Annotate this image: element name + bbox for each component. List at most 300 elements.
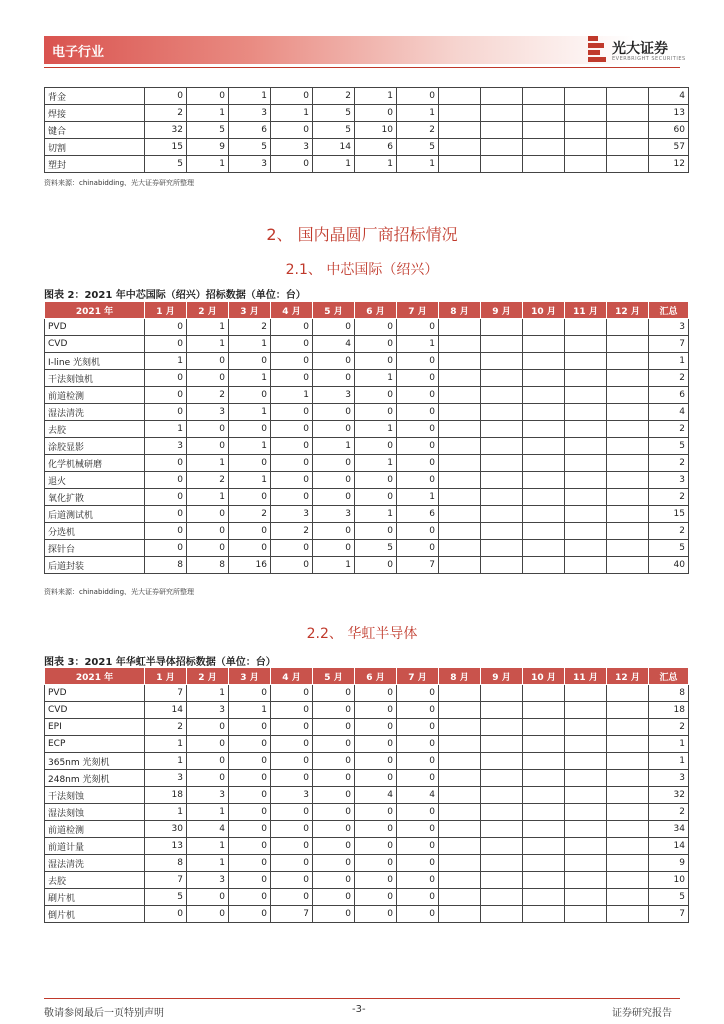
table-cell: [523, 438, 565, 455]
column-header: 6 月: [355, 668, 397, 685]
table-cell: 1: [145, 736, 187, 753]
table-cell: [481, 353, 523, 370]
table-cell: [523, 753, 565, 770]
table-cell: 0: [271, 719, 313, 736]
table-cell: 2: [397, 122, 439, 139]
table-cell: 1: [313, 557, 355, 574]
table-cell: 3: [187, 702, 229, 719]
row-total: 7: [649, 906, 689, 923]
row-total: 2: [649, 804, 689, 821]
row-label: ECP: [45, 736, 145, 753]
table-cell: [565, 122, 607, 139]
table-row: [45, 855, 689, 872]
table-row: [45, 370, 689, 387]
table-cell: 0: [313, 753, 355, 770]
table-cell: 0: [397, 421, 439, 438]
table-cell: 3: [271, 506, 313, 523]
table-cell: 0: [397, 353, 439, 370]
table-cell: 0: [145, 506, 187, 523]
table-cell: 0: [313, 872, 355, 889]
table-cell: 0: [271, 319, 313, 336]
row-total: 5: [649, 889, 689, 906]
table-cell: 18: [145, 787, 187, 804]
table-cell: 1: [397, 156, 439, 173]
table-cell: 0: [313, 455, 355, 472]
table-cell: 0: [271, 838, 313, 855]
table-cell: [565, 404, 607, 421]
table-cell: [481, 88, 523, 105]
table-cell: 0: [271, 88, 313, 105]
table-cell: 1: [355, 88, 397, 105]
column-header: 2021 年: [45, 302, 145, 319]
table-cell: 1: [313, 156, 355, 173]
table-cell: [439, 540, 481, 557]
table-cell: [607, 702, 649, 719]
table-cell: 0: [187, 770, 229, 787]
table-cell: [439, 122, 481, 139]
table-cell: 0: [229, 770, 271, 787]
table-cell: [565, 838, 607, 855]
table-cell: 0: [397, 838, 439, 855]
table-cell: 0: [229, 719, 271, 736]
table-cell: 1: [187, 156, 229, 173]
table-cell: 7: [397, 557, 439, 574]
table-cell: [481, 156, 523, 173]
table-cell: 0: [355, 105, 397, 122]
table-cell: [481, 753, 523, 770]
table-cell: [481, 105, 523, 122]
table-cell: [439, 523, 481, 540]
table-row: [45, 523, 689, 540]
table-cell: 1: [187, 685, 229, 702]
table-cell: [439, 139, 481, 156]
row-total: 5: [649, 540, 689, 557]
table-cell: [565, 421, 607, 438]
row-total: 2: [649, 370, 689, 387]
table-row: [45, 838, 689, 855]
table-cell: 1: [229, 336, 271, 353]
table-cell: 0: [229, 855, 271, 872]
table-cell: 1: [271, 387, 313, 404]
table-cell: 0: [145, 319, 187, 336]
table-cell: 0: [355, 770, 397, 787]
table-row: [45, 472, 689, 489]
table-cell: [523, 455, 565, 472]
table-cell: 2: [145, 105, 187, 122]
table-row: [45, 438, 689, 455]
table-cell: [607, 753, 649, 770]
table-cell: [439, 353, 481, 370]
table-cell: [607, 736, 649, 753]
table-cell: [607, 122, 649, 139]
table-cell: 1: [229, 438, 271, 455]
table-cell: [607, 523, 649, 540]
table-row: [45, 736, 689, 753]
table-cell: [439, 770, 481, 787]
table-cell: [523, 122, 565, 139]
row-label: EPI: [45, 719, 145, 736]
table-cell: [565, 88, 607, 105]
table-cell: [565, 906, 607, 923]
table-cell: [565, 787, 607, 804]
column-header: 5 月: [313, 668, 355, 685]
table-cell: 0: [355, 702, 397, 719]
row-total: 13: [649, 105, 689, 122]
table-cell: [481, 787, 523, 804]
table-row: [45, 489, 689, 506]
table-cell: 0: [397, 387, 439, 404]
table-row: [45, 821, 689, 838]
table-cell: 3: [145, 438, 187, 455]
table-cell: 0: [271, 736, 313, 753]
table-cell: 0: [271, 489, 313, 506]
table-row: [45, 702, 689, 719]
table-cell: [607, 156, 649, 173]
top-table-source: 资料来源：chinabidding、光大证券研究所整理: [44, 179, 195, 187]
table-row: [45, 557, 689, 574]
table-cell: 0: [271, 557, 313, 574]
table-cell: [523, 489, 565, 506]
table-cell: [607, 387, 649, 404]
table-cell: [565, 156, 607, 173]
table-row: [45, 540, 689, 557]
table-cell: [565, 889, 607, 906]
table-cell: 0: [145, 472, 187, 489]
table-cell: 1: [397, 336, 439, 353]
row-label: 氧化扩散: [45, 489, 145, 506]
table-cell: 0: [145, 370, 187, 387]
table-cell: [439, 319, 481, 336]
table-row: [45, 105, 689, 122]
table-cell: 3: [229, 156, 271, 173]
table-cell: 5: [313, 105, 355, 122]
table-cell: 5: [313, 122, 355, 139]
table-cell: [565, 753, 607, 770]
table-cell: 5: [229, 139, 271, 156]
table-cell: 0: [187, 736, 229, 753]
table-cell: 0: [313, 540, 355, 557]
row-total: 3: [649, 472, 689, 489]
row-label: 前道计量: [45, 838, 145, 855]
row-total: 3: [649, 770, 689, 787]
table-cell: 6: [397, 506, 439, 523]
row-label: 湿法清洗: [45, 404, 145, 421]
table-row: [45, 770, 689, 787]
table-cell: 0: [355, 472, 397, 489]
table-cell: [607, 336, 649, 353]
table-cell: [439, 455, 481, 472]
table-3-caption: 图表 3：2021 年华虹半导体招标数据（单位：台）: [44, 657, 276, 668]
row-label: 涂胶显影: [45, 438, 145, 455]
table-cell: [523, 404, 565, 421]
table-cell: 0: [145, 336, 187, 353]
table-cell: [481, 506, 523, 523]
table-cell: [607, 855, 649, 872]
table-cell: [523, 872, 565, 889]
table-cell: 0: [355, 438, 397, 455]
table-cell: 0: [229, 889, 271, 906]
table-cell: [481, 770, 523, 787]
table-row: [45, 319, 689, 336]
table-cell: [607, 685, 649, 702]
row-label: 前道检测: [45, 821, 145, 838]
table-cell: 0: [397, 719, 439, 736]
table-cell: [607, 719, 649, 736]
table-cell: [523, 506, 565, 523]
table-cell: [523, 685, 565, 702]
table-cell: 0: [145, 489, 187, 506]
column-header: 5 月: [313, 302, 355, 319]
table-cell: 0: [355, 719, 397, 736]
table-cell: [481, 319, 523, 336]
table-cell: [523, 370, 565, 387]
table-cell: 0: [229, 489, 271, 506]
table-cell: 4: [313, 336, 355, 353]
table-cell: [565, 370, 607, 387]
column-header: 1 月: [145, 302, 187, 319]
section-title: 电子行业: [52, 45, 105, 60]
column-header: 8 月: [439, 302, 481, 319]
table-cell: [439, 787, 481, 804]
table-row: [45, 889, 689, 906]
table-cell: [523, 889, 565, 906]
column-header: 2 月: [187, 668, 229, 685]
table-cell: 0: [271, 821, 313, 838]
table-cell: 0: [271, 702, 313, 719]
table-cell: 8: [187, 557, 229, 574]
table-cell: 0: [397, 821, 439, 838]
table-cell: 1: [355, 421, 397, 438]
table-cell: 0: [397, 88, 439, 105]
column-header: 2021 年: [45, 668, 145, 685]
table-cell: [607, 838, 649, 855]
column-header: 12 月: [607, 302, 649, 319]
table-cell: 16: [229, 557, 271, 574]
row-total: 2: [649, 489, 689, 506]
table-cell: 0: [313, 472, 355, 489]
row-label: 化学机械研磨: [45, 455, 145, 472]
column-header: 3 月: [229, 302, 271, 319]
table-cell: [565, 872, 607, 889]
column-header: 6 月: [355, 302, 397, 319]
column-header: 1 月: [145, 668, 187, 685]
row-total: 3: [649, 319, 689, 336]
column-header: 12 月: [607, 668, 649, 685]
table-cell: 0: [271, 770, 313, 787]
top-table: [44, 87, 689, 173]
table-cell: 7: [145, 872, 187, 889]
table-cell: 0: [187, 421, 229, 438]
table-cell: [439, 906, 481, 923]
table-cell: 1: [355, 455, 397, 472]
table-cell: [565, 557, 607, 574]
table-cell: 0: [355, 387, 397, 404]
table-cell: [607, 421, 649, 438]
table-cell: [439, 872, 481, 889]
table-cell: 3: [271, 787, 313, 804]
table-cell: 1: [397, 489, 439, 506]
row-label: I-line 光刻机: [45, 353, 145, 370]
row-total: 2: [649, 421, 689, 438]
table-cell: 1: [229, 472, 271, 489]
table-cell: [439, 506, 481, 523]
column-header: 4 月: [271, 302, 313, 319]
table-cell: 6: [355, 139, 397, 156]
table-cell: 6: [229, 122, 271, 139]
table-cell: 32: [145, 122, 187, 139]
table-cell: [523, 105, 565, 122]
table-cell: [481, 889, 523, 906]
table-cell: [481, 855, 523, 872]
table-cell: 1: [187, 105, 229, 122]
row-label: 刷片机: [45, 889, 145, 906]
table-cell: [565, 719, 607, 736]
table-cell: 0: [229, 787, 271, 804]
table-cell: [523, 421, 565, 438]
row-label: 干法刻蚀: [45, 787, 145, 804]
table-cell: [439, 370, 481, 387]
table-cell: 0: [397, 804, 439, 821]
table-cell: 0: [187, 906, 229, 923]
table-cell: 5: [187, 122, 229, 139]
table-row: [45, 872, 689, 889]
row-label: 前道检测: [45, 387, 145, 404]
table-cell: [565, 685, 607, 702]
table-2-source: 资料来源：chinabidding、光大证券研究所整理: [44, 588, 195, 596]
table-cell: [481, 387, 523, 404]
row-label: 探针台: [45, 540, 145, 557]
table-cell: 4: [187, 821, 229, 838]
table-cell: 0: [355, 523, 397, 540]
column-header: 11 月: [565, 668, 607, 685]
table-cell: 1: [229, 370, 271, 387]
table-cell: [565, 438, 607, 455]
table-cell: [439, 489, 481, 506]
table-cell: [565, 139, 607, 156]
table-cell: [607, 872, 649, 889]
column-header: 4 月: [271, 668, 313, 685]
table-row: [45, 139, 689, 156]
table-cell: 0: [187, 523, 229, 540]
table-cell: 3: [313, 506, 355, 523]
table-cell: 0: [229, 838, 271, 855]
table-row: [45, 88, 689, 105]
table-cell: 1: [145, 804, 187, 821]
row-label: 后道测试机: [45, 506, 145, 523]
table-cell: 0: [397, 319, 439, 336]
table-cell: 0: [397, 370, 439, 387]
table-cell: 0: [271, 753, 313, 770]
table-cell: 0: [355, 489, 397, 506]
table-cell: 0: [313, 319, 355, 336]
table-cell: [439, 702, 481, 719]
table-cell: [523, 557, 565, 574]
table-cell: [565, 455, 607, 472]
table-cell: [523, 88, 565, 105]
table-cell: 0: [397, 404, 439, 421]
table-cell: [523, 719, 565, 736]
table-cell: 1: [355, 370, 397, 387]
table-cell: [607, 353, 649, 370]
table-cell: 2: [229, 319, 271, 336]
table-cell: [565, 105, 607, 122]
table-cell: 8: [145, 557, 187, 574]
table-cell: [481, 702, 523, 719]
section-2-2-heading: 2.2、 华虹半导体: [306, 626, 418, 642]
table-cell: 0: [313, 489, 355, 506]
table-cell: [481, 489, 523, 506]
row-total: 1: [649, 753, 689, 770]
row-total: 2: [649, 455, 689, 472]
table-cell: 0: [313, 787, 355, 804]
table-cell: 0: [187, 889, 229, 906]
row-label: 干法刻蚀机: [45, 370, 145, 387]
table-cell: [523, 787, 565, 804]
row-total: 5: [649, 438, 689, 455]
table-cell: [481, 804, 523, 821]
row-label: 键合: [45, 122, 145, 139]
table-cell: [523, 540, 565, 557]
column-header: 9 月: [481, 668, 523, 685]
row-total: 12: [649, 156, 689, 173]
row-label: 去胶: [45, 421, 145, 438]
row-label: CVD: [45, 336, 145, 353]
table-cell: [439, 557, 481, 574]
table-cell: [481, 821, 523, 838]
table-cell: 0: [271, 889, 313, 906]
table-cell: 0: [355, 353, 397, 370]
table-cell: [439, 472, 481, 489]
table-cell: 0: [397, 523, 439, 540]
table-row: [45, 122, 689, 139]
header-banner: [44, 36, 634, 64]
table-cell: 0: [397, 770, 439, 787]
table-cell: 5: [145, 156, 187, 173]
row-total: 10: [649, 872, 689, 889]
table-cell: [523, 838, 565, 855]
table-row: [45, 455, 689, 472]
table-cell: 0: [397, 702, 439, 719]
table-cell: 0: [397, 455, 439, 472]
table-cell: 14: [145, 702, 187, 719]
row-label: 248nm 光刻机: [45, 770, 145, 787]
table-cell: [565, 506, 607, 523]
table-cell: [607, 821, 649, 838]
table-cell: 0: [397, 472, 439, 489]
table-cell: [481, 421, 523, 438]
table-cell: [607, 540, 649, 557]
row-label: 切割: [45, 139, 145, 156]
table-cell: 0: [313, 685, 355, 702]
table-row: [45, 753, 689, 770]
table-cell: [607, 404, 649, 421]
table-cell: 0: [271, 438, 313, 455]
table-cell: 0: [397, 438, 439, 455]
table-2-caption: 图表 2：2021 年中芯国际（绍兴）招标数据（单位：台）: [44, 290, 306, 301]
table-cell: 0: [187, 88, 229, 105]
table-cell: 0: [187, 353, 229, 370]
table-cell: 0: [397, 855, 439, 872]
row-label: 背金: [45, 88, 145, 105]
table-cell: [565, 702, 607, 719]
table-cell: [523, 319, 565, 336]
table-cell: 0: [271, 685, 313, 702]
table-cell: 0: [313, 702, 355, 719]
row-total: 7: [649, 336, 689, 353]
header-divider: [44, 67, 680, 68]
column-header: 2 月: [187, 302, 229, 319]
table-cell: [607, 455, 649, 472]
